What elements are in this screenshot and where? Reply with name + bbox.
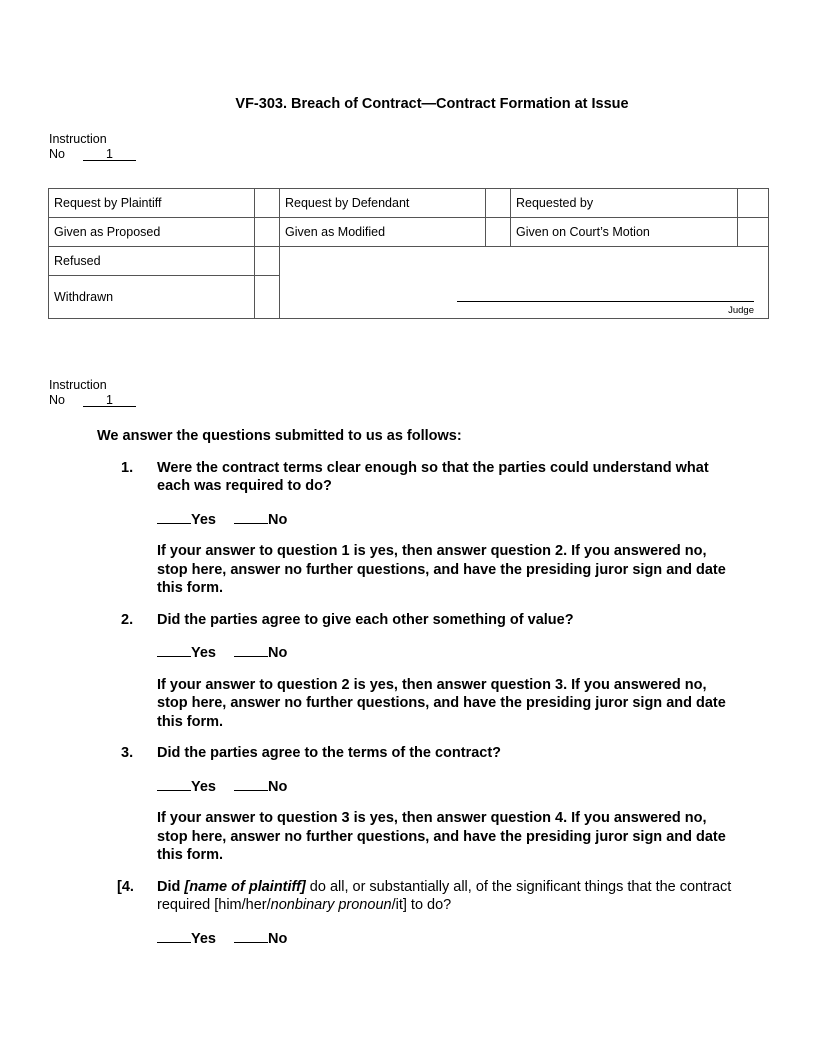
instruction-block — [49, 378, 136, 407]
judge-signature-line[interactable] — [457, 301, 754, 302]
question-item — [97, 744, 737, 865]
instruction-no-label: No — [49, 392, 65, 407]
yes-label: Yes — [191, 930, 216, 947]
question-instruction: If your answer to question 2 is yes, then answer question 3. If you answered no, stop here, answer no further questions, and have the presiding juror sign and date this form. — [157, 676, 726, 730]
withdrawn-checkbox[interactable] — [255, 276, 280, 319]
yes-blank[interactable] — [157, 928, 191, 943]
yes-no-answer — [157, 776, 737, 797]
instruction-label: Instruction — [49, 132, 107, 146]
question-number: 2. — [121, 611, 134, 628]
no-blank[interactable] — [234, 642, 268, 657]
judge-signature-area — [280, 247, 769, 319]
verdict-questions — [97, 427, 737, 961]
given-on-courts-motion-checkbox[interactable] — [738, 218, 769, 247]
yes-label: Yes — [191, 778, 216, 795]
question-text: Did the parties agree to the terms of the contract? — [157, 745, 502, 761]
given-as-proposed-checkbox[interactable] — [255, 218, 280, 247]
request-by-plaintiff-checkbox[interactable] — [255, 189, 280, 218]
question-item — [97, 878, 737, 949]
question-instruction: If your answer to question 1 is yes, then answer question 2. If you answered no, stop here, answer no further questions, and have the presiding juror sign and date this form. — [157, 543, 726, 596]
pronoun-placeholder: nonbinary pronoun — [270, 897, 392, 913]
request-by-defendant-label: Request by Defendant — [280, 189, 486, 218]
question-number: 1. — [121, 459, 134, 476]
given-as-modified-label: Given as Modified — [280, 218, 486, 247]
given-as-proposed-label: Given as Proposed — [49, 218, 255, 247]
no-label: No — [268, 930, 288, 947]
request-by-defendant-checkbox[interactable] — [486, 189, 511, 218]
question-number: 3. — [121, 745, 134, 761]
no-blank[interactable] — [234, 776, 268, 791]
yes-no-answer — [157, 928, 737, 949]
yes-blank[interactable] — [157, 776, 191, 791]
instruction-number-field[interactable]: 1 — [83, 394, 136, 407]
instruction-number-row — [49, 393, 136, 408]
yes-label: Yes — [191, 645, 216, 661]
instruction-no-label: No — [49, 146, 65, 161]
question-number: [4. — [117, 878, 134, 895]
no-blank[interactable] — [234, 928, 268, 943]
yes-label: Yes — [191, 511, 216, 528]
question-item — [97, 459, 737, 598]
instruction-number-row — [49, 147, 136, 162]
instruction-label: Instruction — [49, 378, 107, 392]
instruction-number-field[interactable]: 1 — [83, 148, 136, 161]
no-label: No — [268, 645, 288, 661]
form-intro: We answer the questions submitted to us as follows: — [97, 428, 462, 444]
question-instruction: If your answer to question 3 is yes, then answer question 4. If you answered no, stop here, answer no further questions, and have the presiding juror sign and date this form. — [157, 810, 726, 863]
yes-no-answer — [157, 642, 737, 663]
yes-no-answer — [157, 509, 737, 530]
question-text-part: /it] to do? — [391, 897, 452, 913]
page-title: VF-303. Breach of Contract—Contract Formation at Issue — [235, 96, 629, 112]
withdrawn-label: Withdrawn — [49, 276, 255, 319]
question-text-part: Did — [157, 878, 185, 895]
requested-by-label: Requested by — [511, 189, 738, 218]
no-label: No — [268, 778, 288, 795]
yes-blank[interactable] — [157, 642, 191, 657]
no-blank[interactable] — [234, 509, 268, 524]
judge-label: Judge — [728, 305, 754, 316]
request-table — [48, 188, 769, 319]
question-item — [97, 611, 737, 732]
refused-label: Refused — [49, 247, 255, 276]
no-label: No — [268, 511, 288, 528]
question-text: Were the contract terms clear enough so that the parties could understand what each was required to do? — [157, 459, 709, 494]
refused-checkbox[interactable] — [255, 247, 280, 276]
instruction-block — [49, 132, 136, 161]
question-text — [157, 878, 737, 915]
request-by-plaintiff-label: Request by Plaintiff — [49, 189, 255, 218]
requested-by-checkbox[interactable] — [738, 189, 769, 218]
given-on-courts-motion-label: Given on Court’s Motion — [511, 218, 738, 247]
yes-blank[interactable] — [157, 509, 191, 524]
given-as-modified-checkbox[interactable] — [486, 218, 511, 247]
plaintiff-name-placeholder: [name of plaintiff] — [184, 878, 306, 895]
question-text: Did the parties agree to give each other something of value? — [157, 611, 574, 628]
question-text-part: do all, or substantially all, of the significant things that the contract required [him/her/ — [157, 878, 732, 913]
